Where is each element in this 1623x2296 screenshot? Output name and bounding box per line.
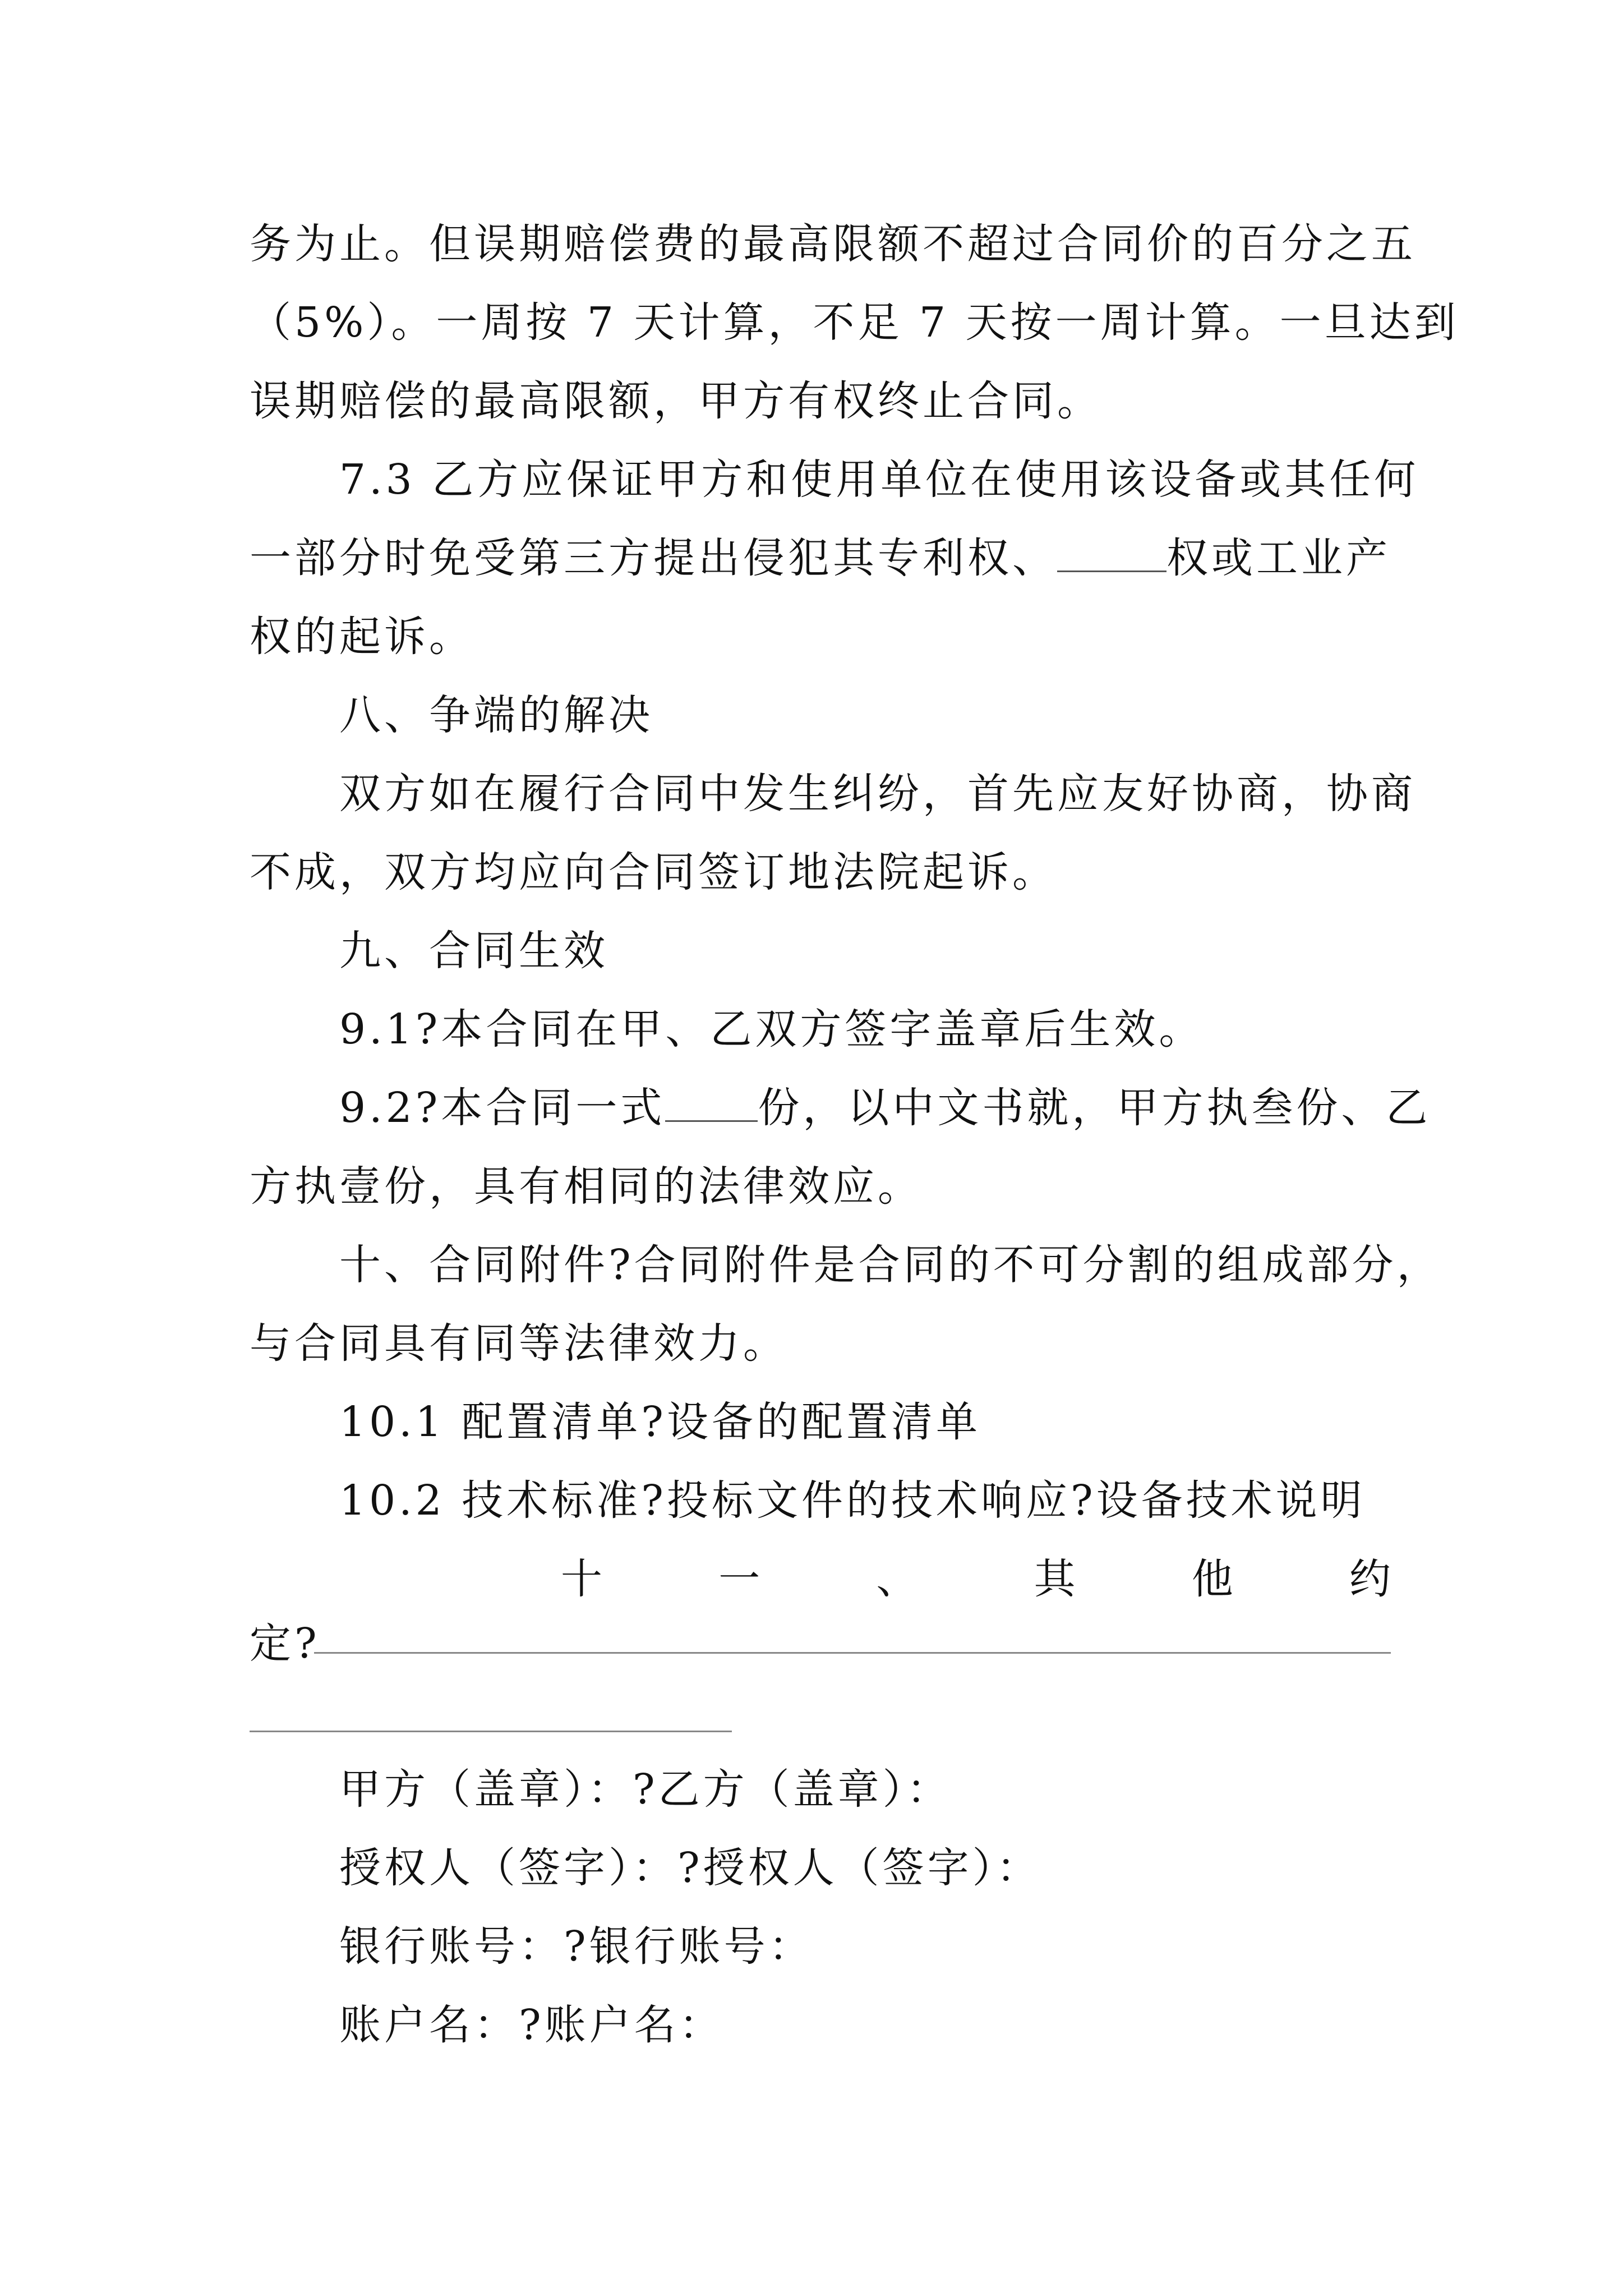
fill-in-line [250, 1731, 732, 1732]
clause-9-1: 9.1?本合同在甲、乙双方签字盖章后生效。 [339, 1005, 1204, 1053]
text-span: 份，以中文书就，甲方执叁份、乙 [758, 1084, 1431, 1132]
heading-char: 其 [1034, 1555, 1076, 1603]
heading-char: 十 [561, 1555, 602, 1603]
heading-char: 他 [1191, 1555, 1233, 1603]
text-span: 9.2?本合同一式 [339, 1084, 666, 1132]
paragraph-line [250, 530, 1391, 586]
paragraph-line: 权的起诉。 [250, 613, 474, 661]
section-heading-11 [250, 1551, 1391, 1607]
paragraph-line: 与合同具有同等法律效力。 [250, 1319, 788, 1368]
paragraph-line: 方执壹份，具有相同的法律效应。 [250, 1162, 923, 1211]
signature-bank-account: 银行账号：?银行账号： [339, 1922, 814, 1971]
fill-in-blank [1057, 537, 1166, 572]
clause-10-1: 10.1 配置清单?设备的配置清单 [339, 1398, 981, 1446]
paragraph-line: （5%）。一周按 7 天计算，不足 7 天按一周计算。一旦达到 [250, 298, 1459, 347]
paragraph-line: 定? [250, 1619, 320, 1668]
clause-7-3: 7.3 乙方应保证甲方和使用单位在使用该设备或其任何 [339, 455, 1419, 504]
paragraph-line: 务为止。但误期赔偿费的最高限额不超过合同价的百分之五 [250, 220, 1416, 268]
clause-10-2: 10.2 技术标准?投标文件的技术响应?设备技术说明 [339, 1476, 1366, 1525]
section-heading-8: 八、争端的解决 [339, 691, 653, 739]
paragraph-line: 双方如在履行合同中发生纠纷，首先应友好协商，协商 [339, 770, 1416, 818]
heading-char: 一 [718, 1555, 760, 1603]
signature-account-name: 账户名：?账户名： [339, 2001, 724, 2049]
fill-in-line [314, 1652, 1391, 1654]
signature-party: 甲方（盖章）：?乙方（盖章）： [339, 1765, 952, 1814]
text-span: 一部分时免受第三方提出侵犯其专利权、 [250, 534, 1057, 582]
paragraph-line: 误期赔偿的最高限额，甲方有权终止合同。 [250, 377, 1102, 425]
heading-char: 约 [1349, 1555, 1391, 1603]
signature-authorized: 授权人（签字）：?授权人（签字）： [339, 1844, 1041, 1892]
section-heading-10: 十、合同附件?合同附件是合同的不可分割的组成部分， [339, 1241, 1442, 1289]
text-span: 权或工业产 [1166, 534, 1391, 582]
clause-9-2 [339, 1080, 1431, 1136]
paragraph-line: 不成，双方均应向合同签订地法院起诉。 [250, 848, 1057, 896]
heading-char: 、 [876, 1555, 918, 1603]
fill-in-blank [665, 1087, 758, 1122]
section-heading-9: 九、合同生效 [339, 927, 608, 975]
